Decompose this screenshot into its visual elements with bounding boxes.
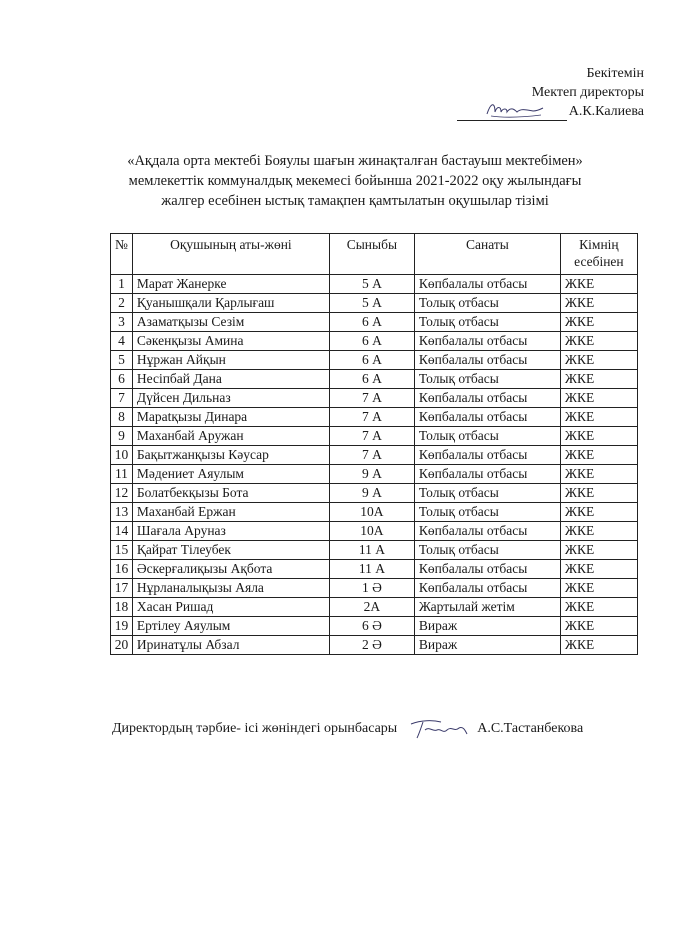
table-row — [111, 294, 638, 313]
row-number: 4 — [111, 332, 133, 351]
students-table — [110, 233, 638, 655]
table-row — [111, 541, 638, 560]
student-name: Маханбай Ержан — [132, 503, 329, 522]
header-funded-by — [560, 234, 637, 275]
student-class: 7 А — [329, 446, 414, 465]
row-number: 16 — [111, 560, 133, 579]
row-number: 20 — [111, 636, 133, 655]
funded-by: ЖКЕ — [560, 522, 637, 541]
footer-signature-block — [112, 716, 583, 742]
table-row — [111, 465, 638, 484]
funded-by: ЖКЕ — [560, 503, 637, 522]
row-number: 10 — [111, 446, 133, 465]
table-row — [111, 351, 638, 370]
table-row — [111, 636, 638, 655]
table-row — [111, 446, 638, 465]
funded-by: ЖКЕ — [560, 294, 637, 313]
funded-by: ЖКЕ — [560, 408, 637, 427]
student-class: 7 А — [329, 389, 414, 408]
student-name: Мәдениет Аяулым — [132, 465, 329, 484]
funded-by: ЖКЕ — [560, 579, 637, 598]
handwritten-signature-icon — [407, 716, 469, 742]
approval-position: Мектеп директоры — [531, 85, 644, 100]
student-category: Көпбалалы отбасы — [414, 579, 560, 598]
student-category: Толық отбасы — [414, 427, 560, 446]
header-name: Оқушының аты-жөні — [132, 234, 329, 275]
student-name: Шағала Аруназ — [132, 522, 329, 541]
student-name: Әскерғалиқызы Ақбота — [132, 560, 329, 579]
funded-by: ЖКЕ — [560, 275, 637, 294]
student-category: Көпбалалы отбасы — [414, 560, 560, 579]
student-name: Нұржан Айқын — [132, 351, 329, 370]
handwritten-signature-icon — [485, 100, 545, 120]
student-name: Сәкенқызы Амина — [132, 332, 329, 351]
student-class: 7 А — [329, 427, 414, 446]
funded-by: ЖКЕ — [560, 427, 637, 446]
row-number: 14 — [111, 522, 133, 541]
student-name: Дүйсен Дильназ — [132, 389, 329, 408]
student-category: Жартылай жетім — [414, 598, 560, 617]
table-row — [111, 332, 638, 351]
funded-by: ЖКЕ — [560, 313, 637, 332]
funded-by: ЖКЕ — [560, 484, 637, 503]
director-signature — [457, 104, 567, 121]
student-class: 11 А — [329, 541, 414, 560]
student-category: Толық отбасы — [414, 541, 560, 560]
approval-heading: Бекітемін — [586, 66, 644, 81]
funded-by: ЖКЕ — [560, 617, 637, 636]
title-line-1: «Ақдала орта мектебі Бояулы шағын жинақталған бастауыш мектебімен» — [127, 153, 583, 169]
student-class: 1 Ә — [329, 579, 414, 598]
student-name: Несіпбай Дана — [132, 370, 329, 389]
student-class: 7 А — [329, 408, 414, 427]
row-number: 3 — [111, 313, 133, 332]
student-category: Вираж — [414, 617, 560, 636]
student-class: 6 Ә — [329, 617, 414, 636]
student-class: 2 Ә — [329, 636, 414, 655]
row-number: 5 — [111, 351, 133, 370]
student-class: 11 А — [329, 560, 414, 579]
header-funded-by-line1: Кімнің — [579, 237, 619, 252]
funded-by: ЖКЕ — [560, 636, 637, 655]
funded-by: ЖКЕ — [560, 446, 637, 465]
student-name: Қайрат Тілеубек — [132, 541, 329, 560]
student-category: Көпбалалы отбасы — [414, 332, 560, 351]
table-row — [111, 522, 638, 541]
student-name: Маханбай Аружан — [132, 427, 329, 446]
row-number: 15 — [111, 541, 133, 560]
student-category: Көпбалалы отбасы — [414, 351, 560, 370]
student-category: Көпбалалы отбасы — [414, 522, 560, 541]
student-name: Бақытжанқызы Кәусар — [132, 446, 329, 465]
student-name: Иринатұлы Абзал — [132, 636, 329, 655]
funded-by: ЖКЕ — [560, 541, 637, 560]
student-name: Ертілеу Аяулым — [132, 617, 329, 636]
student-name: Марат Жанерке — [132, 275, 329, 294]
header-category: Санаты — [414, 234, 560, 275]
table-row — [111, 503, 638, 522]
row-number: 2 — [111, 294, 133, 313]
approval-signer-name: А.К.Калиева — [568, 104, 644, 119]
table-row — [111, 427, 638, 446]
table-row — [111, 617, 638, 636]
row-number: 12 — [111, 484, 133, 503]
student-class: 6 А — [329, 370, 414, 389]
row-number: 19 — [111, 617, 133, 636]
funded-by: ЖКЕ — [560, 598, 637, 617]
student-name: Нұрланалықызы Аяла — [132, 579, 329, 598]
table-header-row — [111, 234, 638, 275]
row-number: 18 — [111, 598, 133, 617]
row-number: 13 — [111, 503, 133, 522]
student-class: 6 А — [329, 332, 414, 351]
header-num: № — [111, 234, 133, 275]
title-line-3: жалгер есебінен ыстық тамақпен қамтылатын оқушылар тізімі — [161, 193, 549, 209]
table-row — [111, 389, 638, 408]
row-number: 9 — [111, 427, 133, 446]
student-category: Толық отбасы — [414, 294, 560, 313]
student-category: Вираж — [414, 636, 560, 655]
table-body — [111, 275, 638, 655]
student-class: 10А — [329, 522, 414, 541]
header-class: Сыныбы — [329, 234, 414, 275]
student-name: Мараtқызы Динара — [132, 408, 329, 427]
student-name: Болатбекқызы Бота — [132, 484, 329, 503]
funded-by: ЖКЕ — [560, 351, 637, 370]
table-row — [111, 560, 638, 579]
student-category: Толық отбасы — [414, 484, 560, 503]
funded-by: ЖКЕ — [560, 370, 637, 389]
funded-by: ЖКЕ — [560, 332, 637, 351]
student-category: Толық отбасы — [414, 313, 560, 332]
student-category: Көпбалалы отбасы — [414, 446, 560, 465]
approval-block — [457, 64, 644, 121]
row-number: 7 — [111, 389, 133, 408]
student-category: Көпбалалы отбасы — [414, 275, 560, 294]
row-number: 6 — [111, 370, 133, 389]
row-number: 17 — [111, 579, 133, 598]
student-class: 5 А — [329, 275, 414, 294]
student-name: Азаматқызы Сезім — [132, 313, 329, 332]
student-class: 6 А — [329, 351, 414, 370]
header-funded-by-line2: есебінен — [574, 254, 624, 269]
student-class: 6 А — [329, 313, 414, 332]
row-number: 11 — [111, 465, 133, 484]
row-number: 8 — [111, 408, 133, 427]
table-row — [111, 275, 638, 294]
table-row — [111, 370, 638, 389]
student-category: Көпбалалы отбасы — [414, 465, 560, 484]
student-class: 2А — [329, 598, 414, 617]
table-row — [111, 408, 638, 427]
funded-by: ЖКЕ — [560, 389, 637, 408]
funded-by: ЖКЕ — [560, 560, 637, 579]
student-category: Көпбалалы отбасы — [414, 389, 560, 408]
funded-by: ЖКЕ — [560, 465, 637, 484]
student-class: 9 А — [329, 484, 414, 503]
student-name: Қуанышқали Қарлығаш — [132, 294, 329, 313]
table-row — [111, 579, 638, 598]
document-title — [100, 151, 610, 211]
student-class: 9 А — [329, 465, 414, 484]
footer-signer-name: А.С.Тастанбекова — [477, 721, 584, 736]
table-row — [111, 484, 638, 503]
approval-signature-line — [457, 102, 644, 121]
student-category: Толық отбасы — [414, 370, 560, 389]
row-number: 1 — [111, 275, 133, 294]
table-row — [111, 598, 638, 617]
student-name: Хасан Ришад — [132, 598, 329, 617]
title-line-2: мемлекеттік коммуналдық мекемесі бойынша 2021-2022 оқу жылындағы — [128, 173, 582, 189]
student-category: Толық отбасы — [414, 503, 560, 522]
deputy-signature — [407, 716, 469, 742]
footer-position: Директордың тәрбие- ісі жөніндегі орынбасары — [112, 721, 398, 736]
student-category: Көпбалалы отбасы — [414, 408, 560, 427]
student-class: 10А — [329, 503, 414, 522]
table-row — [111, 313, 638, 332]
student-class: 5 А — [329, 294, 414, 313]
